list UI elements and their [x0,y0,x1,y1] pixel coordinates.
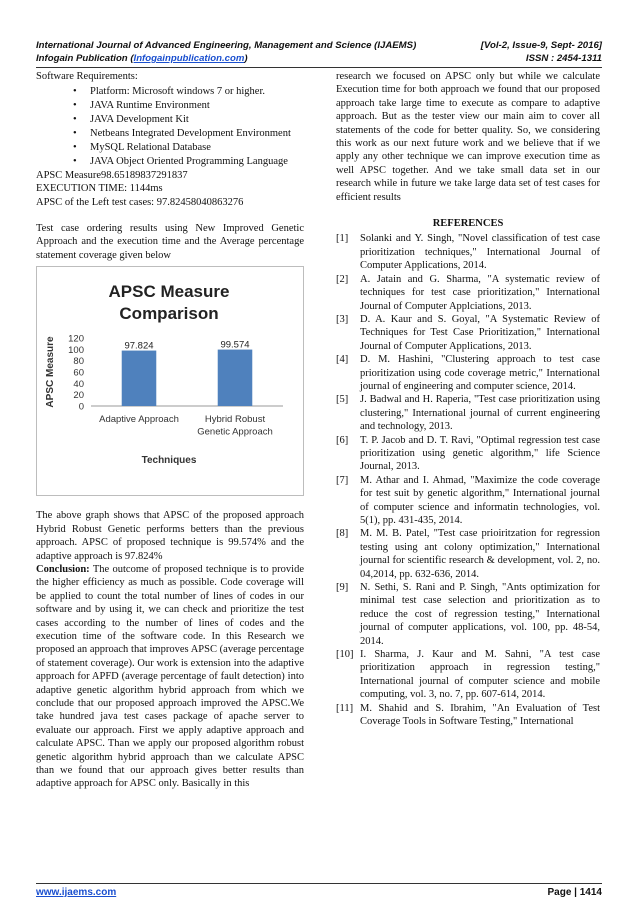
left-column [36,70,304,791]
reference-text: D. M. Hashini, "Clustering approach to test case prioritization using code coverage metric," International journal of engineering and computer science, 2014. [360,354,600,392]
reference-item [336,313,600,353]
x-tick-label: Adaptive Approach [99,414,179,426]
x-tick-label: Genetic Approach [197,426,273,438]
reference-item [336,581,600,648]
reference-number: [3] [336,313,349,325]
reference-number: [5] [336,394,349,406]
apsc-measure-line: APSC Measure98.65189837291837 [36,169,188,181]
list-item: • MySQL Relational Database [73,142,211,154]
intro-paragraph: Test case ordering results using New Improved Genetic Approach and the execution time and the Average percentage statement coverage given below [36,223,304,261]
list-item: • JAVA Runtime Environment [73,100,210,112]
chart-title: APSC Measure [108,282,230,302]
reference-item [336,434,600,474]
x-tick-label: Hybrid Robust [204,414,266,426]
journal-name: International Journal of Advanced Engineering, Management and Science (IJAEMS) [36,40,417,51]
list-item: • Platform: Microsoft windows 7 or higher. [73,86,265,98]
reference-text: M. Athar and I. Ahmad, "Maximize the code coverage for test suit by genetic algorithm," International journal of computer science and informatin technologies, vol. 5(1), pp. 431-435, 2014. [360,474,600,526]
reference-number: [11] [336,702,354,714]
reference-item [336,702,600,729]
publisher: Infogain Publication (Infogainpublication.com) [36,53,248,64]
reference-number: [9] [336,582,349,594]
reference-item [336,527,600,581]
y-axis-title: APSC Measure [45,336,56,408]
reference-item [336,474,600,528]
chart-bar [122,351,157,406]
list-item: • JAVA Object Oriented Programming Language [73,155,288,167]
conclusion-text: The outcome of proposed technique is to provide the higher efficiency as much as possible. Code coverage will be applied to count the total number of lines of codes in our software and by using it, we can check and prioritize the test cases according to the number of lines of codes and the execution time of the software code. In this Research we proposed an approach that improves APSC (average percentage of statement coverage). Our work is extension into the adaptive approach for APFD (average percentage of fault detection) into adaptive genetic algorithm hybrid approach from which we conclude that our proposed approach improved the APSC.We take hundred java test cases package of apache server to evaluate our approach. First we apply adaptive approach and calculate APSC. Than we apply our proposed algorithm robust genetic algorithm hybrid approach than we calculate APSC than we found that our approach gives better results than adaptive approach for APSC only. Basically in this [36,563,304,790]
bar-data-label: 99.574 [220,339,250,351]
conclusion-label: Conclusion: [36,563,90,575]
reference-text: N. Sethi, S. Rani and P. Singh, "Ants optimization for minimal test case selection and prioritization as to reduce the cost of regression testing," International journal of computer applications, vol. 100, pp. 48-54, 2014. [360,582,600,647]
reference-text: I. Sharma, J. Kaur and M. Sahni, "A test case prioritization approach in regression testing," International journal of computer science and mobile computing, vol. 3, no. 7, pp. 607-614, 2014. [360,649,600,701]
reference-text: T. P. Jacob and D. T. Ravi, "Optimal regression test case prioritization using genetic algorithm," life Science Journal, 2013. [360,434,600,473]
conclusion-paragraph [36,563,304,791]
reference-text: M. Shahid and S. Ibrahim, "An Evaluation of Test Coverage Tools in Software Testing," International [360,702,600,728]
list-item: • JAVA Development Kit [73,114,189,126]
reference-number: [8] [336,528,349,540]
y-tick-label: 80 [73,356,84,368]
reference-number: [1] [336,233,349,245]
reference-item [336,353,600,393]
right-column [336,70,600,729]
journal-issue: [Vol-2, Issue-9, Sept- 2016] [480,40,602,51]
chart-title: Comparison [119,304,219,324]
reference-item [336,393,600,433]
reference-number: [6] [336,434,349,446]
reference-text: Solanki and Y. Singh, "Novel classification of test case prioritization techniques," International Journal of Computer Applications, 2014. [360,233,600,272]
site-link[interactable]: www.ijaems.com [36,887,117,898]
publisher-link[interactable]: Infogainpublication.com [133,53,245,64]
requirements-list [36,85,304,168]
y-tick-label: 120 [68,333,84,345]
apsc-left-line: APSC of the Left test cases: 97.82458040863276 [36,196,244,208]
issn: ISSN : 2454-1311 [525,53,602,64]
y-tick-label: 40 [73,379,84,391]
chart-bar [218,350,253,406]
execution-time-line: EXECUTION TIME: 1144ms [36,183,163,195]
apsc-chart-svg [37,267,303,495]
continuation-paragraph: research we focused on APSC only but while we calculate Execution time for both approach we found that our proposed approach take large time to execute as compare to adaptive approach. But as the tester view our main aim to cover all statements of the code for better quality. So, we considering this work as our next future work and we believe that if we apply any other technique we can improve execution time as well APSC together. And we take small data set in our research while in future we take large data set of test cases for efficient results [336,71,600,203]
reference-item [336,273,600,313]
reference-text: J. Badwal and H. Raperia, "Test case prioritization using clustering," International journal of current engineering and technology, 2013. [360,394,600,433]
references-heading: REFERENCES [432,218,504,230]
reference-number: [4] [336,354,349,366]
reference-text: D. A. Kaur and S. Goyal, "A Systematic Review of Techniques for Test Case Prioritization," International Journal of Computer Applications, 2013. [360,313,600,352]
y-tick-label: 100 [68,345,84,357]
page-number: Page | 1414 [547,887,602,898]
reference-text: M. M. B. Patel, "Test case prioiritzation for regression testing using ant colony optimization," International journal for scientific research & development, vol. 2, no. 04,2014, pp. 632-636, 2014. [360,528,600,580]
reference-item [336,232,600,272]
software-heading: Software Requirements: [36,71,138,82]
apsc-chart [36,266,304,496]
header-rule [36,67,602,68]
reference-number: [7] [336,474,349,486]
list-item: • Netbeans Integrated Development Environment [73,128,291,140]
after-chart-paragraph: The above graph shows that APSC of the proposed approach Hybrid Robust Genetic performs betters than the previous approach. APSC of proposed technique is 99.574% and the adaptive approach is 97.824% [36,510,304,562]
y-tick-label: 0 [78,401,84,413]
reference-number: [2] [336,273,349,285]
reference-number: [10] [336,649,354,661]
reference-text: A. Jatain and G. Sharma, "A systematic review of techniques for test case prioritization," International Journal of Computer Applciations, 2013. [360,273,600,312]
x-axis-title: Techniques [141,455,197,467]
reference-item [336,648,600,702]
footer-rule [36,883,602,884]
bar-data-label: 97.824 [124,340,154,352]
y-tick-label: 60 [73,367,84,379]
y-tick-label: 20 [73,390,84,402]
references-list [336,232,600,728]
